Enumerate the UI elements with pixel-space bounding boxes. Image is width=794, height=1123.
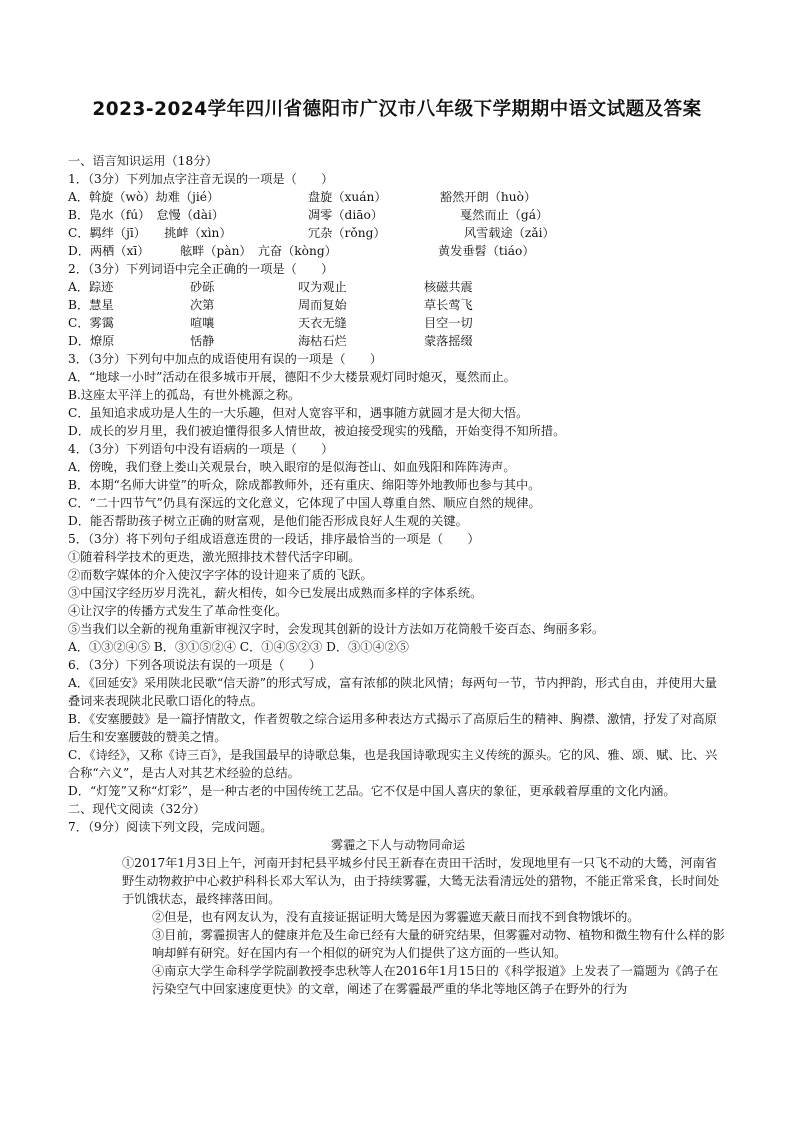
option-b-part-1: B．凫水（fú） 怠慢（dài） bbox=[68, 208, 225, 222]
word-cell: 蒙落摇缀 bbox=[424, 334, 473, 348]
page-title: 2023-2024学年四川省德阳市广汉市八年级下学期期中语文试题及答案 bbox=[92, 99, 702, 120]
word-cell: 天衣无缝 bbox=[298, 316, 347, 330]
word-cell: 海枯石烂 bbox=[298, 334, 347, 348]
question-1-option-c bbox=[68, 224, 728, 242]
section-heading: 一、语言知识运用（18分） bbox=[68, 154, 218, 168]
question-2-stem: 2．（3分）下列词语中完全正确的一项是（ ） bbox=[68, 262, 334, 276]
question-1-option-b bbox=[68, 206, 728, 224]
question-4-option-c: C．“二十四节气”仍具有深远的文化意义，它体现了中国人尊重自然、顺应自然的规律。 bbox=[68, 496, 541, 510]
question-2-option-d bbox=[68, 332, 728, 350]
word-cell: A．踪迹 bbox=[68, 280, 114, 294]
word-cell: 次第 bbox=[190, 298, 215, 312]
word-cell: 核磁共震 bbox=[424, 280, 473, 294]
question-6-option-a: A．《回延安》采用陕北民歌“信天游”的形式写成，富有浓郁的陕北风情；每两句一节，节内押韵，形式自由，并使用大量叠词来表现陕北民歌口语化的特点。 bbox=[68, 676, 717, 708]
passage-paragraph-4: ④南京大学生命科学学院副教授李忠秋等人在2016年1月15日的《科学报道》上发表了一篇题为《鸽子在污染空气中回家速度更快》的文章，阐述了在雾霾最严重的华北等地区鸽子在野外的行为 bbox=[152, 964, 719, 996]
passage-paragraph-1: ①2017年1月3日上午，河南开封杞县平城乡付民王新春在责田干活时，发现地里有一只飞不动的大鸶，河南省野生动物救护中心救护科科长邓大军认为，由于持续雾霾，大鸶无法看清远处的猎物，不能正常采食，长时间处于饥饿状态，最终摔落田间。 bbox=[122, 856, 720, 906]
question-2-option-b bbox=[68, 296, 728, 314]
question-6-option-b: B．《安塞腰鼓》是一篇抒情散文，作者贺敬之综合运用多种表达方式揭示了高原后生的精神、胸襟、激情，抒发了对高原后生和安塞腰鼓的赞美之情。 bbox=[68, 712, 717, 744]
word-cell: C．雾霭 bbox=[68, 316, 114, 330]
question-5-options: A．①③②④⑤ B．③①⑤②④ C．①④⑤②③ D．③①④②⑤ bbox=[68, 640, 409, 654]
document-body bbox=[68, 152, 728, 998]
question-3-option-b: B.这座太平洋上的孤岛，有世外桃源之称。 bbox=[68, 388, 301, 402]
option-a-part-3: 豁然开朗（huò） bbox=[440, 190, 537, 204]
word-cell: 恬静 bbox=[190, 334, 215, 348]
option-c-part-1: C．羁绊（jī） 挑衅（xìn） bbox=[68, 226, 232, 240]
question-5-stem: 5．（3分）将下列句子组成语意连贯的一段话，排序最恰当的一项是（ ） bbox=[68, 532, 480, 546]
option-a-part-1: A．斡旋（wò）劫难（jié） bbox=[68, 190, 220, 204]
question-6-option-c: C．《诗经》，又称《诗三百》，是我国最早的诗歌总集，也是我国诗歌现实主义传统的源头。它的风、雅、颂、赋、比、兴合称“六义”，是古人对其艺术经验的总结。 bbox=[68, 748, 718, 780]
question-5-sentence-2: ②而数字媒体的介入使汉字字体的设计迎来了质的飞跃。 bbox=[68, 568, 373, 582]
question-3-option-d: D．成长的岁月里，我们被迫懂得很多人情世故，被迫接受现实的残酷，开始变得不知所措。 bbox=[68, 424, 566, 438]
word-cell: 目空一切 bbox=[424, 316, 473, 330]
question-5-sentence-3: ③中国汉字经历岁月洗礼，薪火相传，如今已发展出成熟而多样的字体系统。 bbox=[68, 586, 483, 600]
option-d-part-2: 黄发垂髫（tiáo） bbox=[438, 244, 535, 258]
word-cell: 草长莺飞 bbox=[424, 298, 473, 312]
option-c-part-3: 风雪载途（zǎi） bbox=[464, 226, 555, 240]
word-cell: B．慧星 bbox=[68, 298, 114, 312]
question-3-option-a: A．“地球一小时”活动在很多城市开展，德阳不少大楼景观灯同时熄灭，戛然而止。 bbox=[68, 370, 516, 384]
passage-title: 雾霾之下人与动物同命运 bbox=[330, 838, 466, 852]
question-4-option-d: D．能否帮助孩子树立正确的财富观，是他们能否形成良好人生观的关键。 bbox=[68, 514, 468, 528]
question-3-option-c: C．虽知追求成功是人生的一大乐趣，但对人宽容平和，遇事随方就圆才是大彻大悟。 bbox=[68, 406, 529, 420]
question-3-stem: 3．（3分）下列句中加点的成语使用有误的一项是（ ） bbox=[68, 352, 383, 366]
passage-paragraph-2: ②但是，也有网友认为，没有直接证据证明大鸶是因为雾霾遮天蔽日而找不到食物饿坏的。 bbox=[152, 910, 640, 924]
question-2-option-c bbox=[68, 314, 728, 332]
question-6-stem: 6．（3分）下列各项说法有误的一项是（ ） bbox=[68, 658, 322, 672]
word-cell: 喧嚷 bbox=[190, 316, 215, 330]
section-heading: 二、现代文阅读（32分） bbox=[68, 802, 206, 816]
question-5-sentence-4: ④让汉字的传播方式发生了革命性变化。 bbox=[68, 604, 288, 618]
question-5-sentence-1: ①随着科学技术的更迭，激光照排技术替代活字印刷。 bbox=[68, 550, 361, 564]
option-b-part-2: 凋零（diāo） bbox=[308, 208, 384, 222]
question-1-stem: 1．（3分）下列加点字注音无误的一项是（ ） bbox=[68, 172, 334, 186]
question-4-option-b: B．本期“名师大讲堂”的听众，除成都教师外，还有重庆、绵阳等外地教师也参与其中。 bbox=[68, 478, 541, 492]
question-6-option-d: D．“灯笼”又称“灯彩”，是一种古老的中国传统工艺品。它不仅是中国人喜庆的象征，更承载着厚重的文化内涵。 bbox=[68, 784, 676, 798]
option-d-part-1: D．两栖（xī） 舷畔（pàn） 亢奋（kòng） bbox=[68, 244, 337, 258]
option-a-part-2: 盘旋（xuán） bbox=[308, 190, 387, 204]
option-c-part-2: 冗杂（rǒng） bbox=[308, 226, 386, 240]
option-b-part-3: 戛然而止（gá） bbox=[460, 208, 549, 222]
word-cell: 叹为观止 bbox=[298, 280, 347, 294]
word-cell: 砂砾 bbox=[190, 280, 215, 294]
word-cell: 周而复始 bbox=[298, 298, 347, 312]
word-cell: D．燎原 bbox=[68, 334, 115, 348]
question-7-stem: 7．（9分）阅读下列文段，完成问题。 bbox=[68, 820, 273, 834]
question-1-option-a bbox=[68, 188, 728, 206]
question-4-stem: 4．（3分）下列语句中没有语病的一项是（ ） bbox=[68, 442, 334, 456]
question-1-option-d bbox=[68, 242, 728, 260]
question-2-option-a bbox=[68, 278, 728, 296]
question-4-option-a: A．傍晚，我们登上娄山关观景台，映入眼帘的是似海苍山、如血残阳和阵阵涛声。 bbox=[68, 460, 516, 474]
question-5-sentence-5: ⑤当我们以全新的视角重新审视汉字时，会发现其创新的设计方法如万花筒般千姿百态、绚丽多彩。 bbox=[68, 622, 605, 636]
passage-paragraph-3: ③目前，雾霾损害人的健康并危及生命已经有大量的研究结果，但雾霾对动物、植物和微生物有什么样的影响却鲜有研究。好在国内有一个相似的研究为人们提供了这方面的一些认知。 bbox=[152, 928, 725, 960]
